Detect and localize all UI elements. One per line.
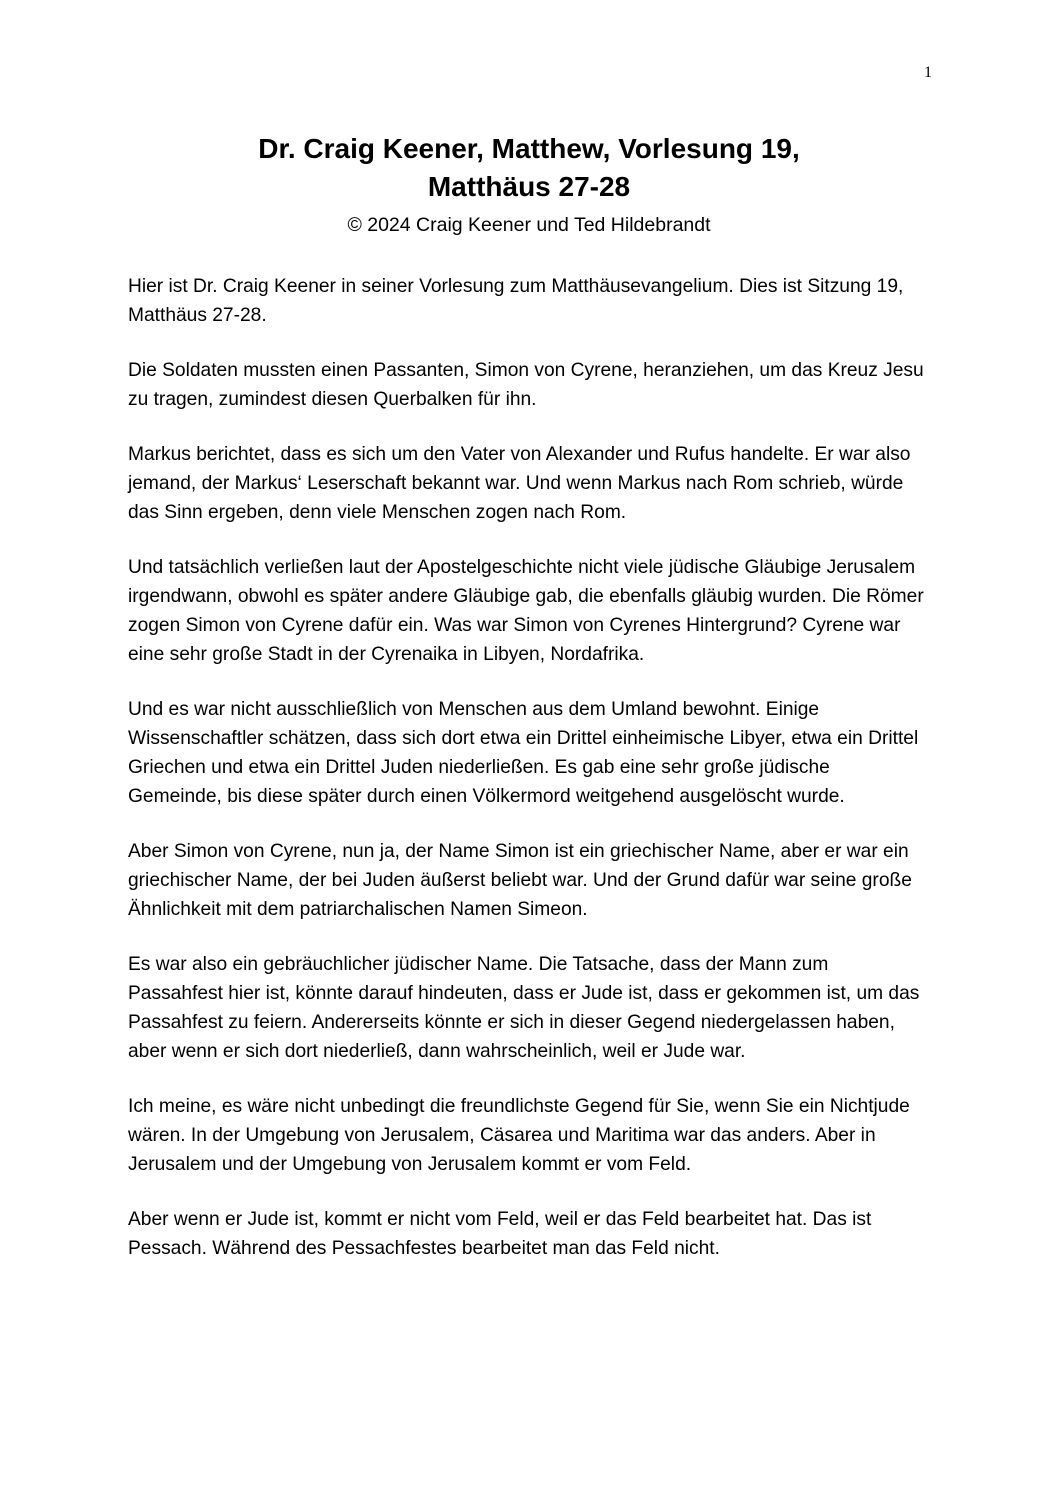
paragraph: Und es war nicht ausschließlich von Menschen aus dem Umland bewohnt. Einige Wissenschaftler schätzen, dass sich dort etwa ein Drittel einheimische Libyer, etwa ein Drittel Griechen und etwa ein Drittel Juden niederließen. Es gab eine sehr große jüdische Gemeinde, bis diese später durch einen Völkermord weitgehend ausgelöscht wurde. [128,699,919,807]
paragraph: Aber wenn er Jude ist, kommt er nicht vom Feld, weil er das Feld bearbeitet hat. Das ist Pessach. Während des Pessachfestes bearbeitet man das Feld nicht. [128,1209,872,1259]
paragraph: Aber Simon von Cyrene, nun ja, der Name Simon ist ein griechischer Name, aber er war ein griechischer Name, der bei Juden äußerst beliebt war. Und der Grund dafür war seine große Ähnlichkeit mit dem patriarchalischen Namen Simeon. [128,841,912,920]
page-number: 1 [924,64,932,81]
paragraph: Es war also ein gebräuchlicher jüdischer Name. Die Tatsache, dass der Mann zum Passahfest hier ist, könnte darauf hindeuten, dass er Jude ist, dass er gekommen ist, um das Passahfest zu feiern. Andererseits könnte er sich in dieser Gegend niedergelassen haben, aber wenn er sich dort niederließ, dann wahrscheinlich, weil er Jude war. [128,954,920,1062]
paragraph: Hier ist Dr. Craig Keener in seiner Vorlesung zum Matthäusevangelium. Dies ist Sitzung 19, Matthäus 27-28. [128,276,904,326]
paragraph: Ich meine, es wäre nicht unbedingt die freundlichste Gegend für Sie, wenn Sie ein Nichtjude wären. In der Umgebung von Jerusalem, Cäsarea und Maritima war das anders. Aber in Jerusalem und der Umgebung von Jerusalem kommt er vom Feld. [128,1096,910,1175]
document-title-line-2: Matthäus 27-28 [427,171,631,202]
paragraph: Markus berichtet, dass es sich um den Vater von Alexander und Rufus handelte. Er war also jemand, der Markus‘ Leserschaft bekannt war. Und wenn Markus nach Rom schrieb, würde das Sinn ergeben, denn viele Menschen zogen nach Rom. [128,444,911,523]
document-body [128,272,928,1289]
document-header [0,130,1058,240]
paragraph: Die Soldaten mussten einen Passanten, Simon von Cyrene, heranziehen, um das Kreuz Jesu zu tragen, zumindest diesen Querbalken für ihn. [128,360,924,410]
paragraph: Und tatsächlich verließen laut der Apostelgeschichte nicht viele jüdische Gläubige Jerusalem irgendwann, obwohl es später andere Gläubige gab, die ebenfalls gläubig wurden. Die Römer zogen Simon von Cyrene dafür ein. Was war Simon von Cyrenes Hintergrund? Cyrene war eine sehr große Stadt in der Cyrenaika in Libyen, Nordafrika. [128,557,924,665]
document-title-line-1: Dr. Craig Keener, Matthew, Vorlesung 19, [258,133,800,164]
copyright-notice: © 2024 Craig Keener und Ted Hildebrandt [347,214,711,236]
